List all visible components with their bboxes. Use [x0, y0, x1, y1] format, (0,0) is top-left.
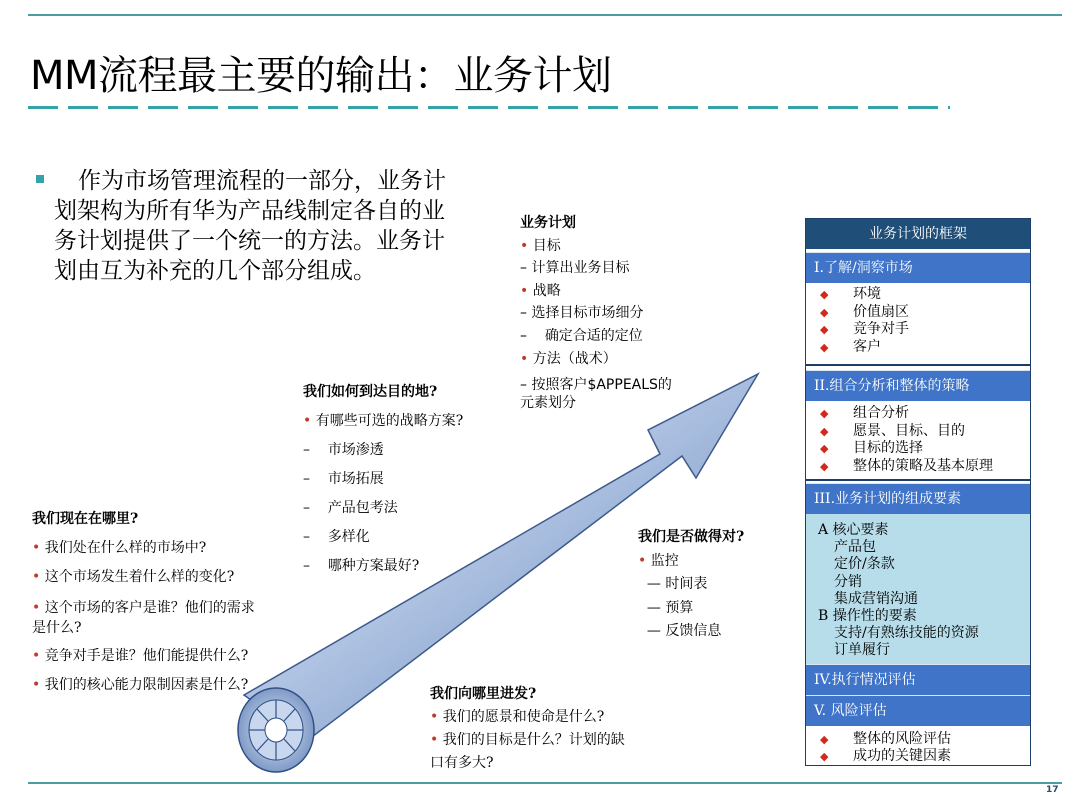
where-now-heading: 我们现在在哪里?	[32, 511, 139, 527]
section-4-title: IV.执行情况评估	[806, 664, 1030, 695]
heading-where-to: 我们向哪里进发?	[430, 686, 537, 702]
section-2-item: ◆ 整体的策略及基本原理	[820, 457, 993, 474]
doing-right-item: — 反馈信息	[638, 623, 722, 639]
teal-bullet-icon	[36, 175, 44, 183]
where-to-item: • 我们的目标是什么？计划的缺	[430, 732, 625, 748]
section-2-item: ◆ 目标的选择	[820, 440, 923, 456]
plan-line: 元素划分	[520, 395, 576, 412]
section-5-item: ◆ 成功的关键因素	[820, 748, 951, 765]
how-item: – 市场拓展	[303, 471, 384, 487]
diamond-icon: ◆	[820, 732, 829, 746]
where-to-item-cont: 口有多大?	[430, 755, 494, 771]
core-element: 产品包	[834, 539, 876, 556]
bullet-icon: •	[430, 732, 439, 748]
section-5-item: ◆ 整体的风险评估	[820, 730, 951, 747]
plan-line: • 目标	[520, 237, 561, 254]
core-element: 集成营销沟通	[834, 590, 918, 607]
bottom-rule	[28, 782, 1062, 784]
plan-line: • 方法（战术）	[520, 350, 617, 367]
how-lead: • 有哪些可选的战略方案?	[303, 413, 464, 429]
diamond-icon: ◆	[820, 459, 829, 473]
plan-line: – 计算出业务目标	[520, 260, 630, 277]
diamond-icon: ◆	[820, 305, 829, 319]
section-5-title: V. 风险评估	[806, 695, 1030, 726]
how-heading: 我们如何到达目的地?	[303, 384, 438, 400]
where-now-item: • 这个市场的客户是谁？他们的需求	[32, 600, 255, 616]
section-3-title: III.业务计划的组成要素	[806, 483, 1030, 514]
doing-right-item: — 预算	[638, 599, 694, 616]
bullet-icon: •	[638, 552, 647, 569]
doing-right-heading: 我们是否做得对?	[638, 529, 745, 545]
where-now-item: • 这个市场发生着什么样的变化?	[32, 569, 235, 585]
operational-element: 支持/有熟练技能的资源	[834, 625, 979, 642]
page-title: MM流程最主要的输出：业务计划	[30, 53, 612, 99]
diamond-icon: ◆	[820, 442, 829, 455]
where-to-item: • 我们的愿景和使命是什么?	[430, 709, 605, 725]
question-where-now	[32, 505, 255, 700]
doing-right-lead: • 监控	[638, 552, 679, 569]
how-item: – 产品包考法	[303, 500, 398, 516]
page-number: 17	[1046, 785, 1059, 795]
bullet-icon: •	[32, 540, 41, 556]
question-how-get-there	[303, 378, 463, 581]
intro-text: 作为市场管理流程的一部分，业务计划架构为所有华为产品线制定各自的业务计划提供了一个统一的方法。业务计划由互为补充的几个部分组成。	[54, 168, 446, 284]
bullet-icon: •	[430, 709, 439, 725]
section-2-title: II.组合分析和整体的策略	[806, 370, 1030, 401]
operational-element: 订单履行	[834, 642, 890, 659]
diamond-icon: ◆	[820, 288, 829, 301]
section-1-item: ◆ 竞争对手	[820, 321, 909, 337]
intro-paragraph	[36, 166, 466, 286]
bullet-icon: •	[32, 600, 41, 616]
framework-header: 业务计划的框架	[806, 219, 1030, 249]
title-dashed-rule	[28, 106, 950, 109]
operational-elements-label: B 操作性的要素	[818, 608, 917, 625]
doing-right-item: — 时间表	[638, 576, 708, 592]
where-now-item: • 我们处在什么样的市场中?	[32, 540, 207, 556]
bullet-icon: •	[32, 648, 41, 664]
diamond-icon: ◆	[820, 323, 829, 336]
business-plan-block	[520, 212, 672, 412]
plan-line: – 确定合适的定位	[520, 327, 643, 344]
core-element: 定价/条款	[834, 556, 895, 573]
top-rule	[28, 14, 1062, 16]
bullet-icon: •	[32, 677, 41, 693]
diamond-icon: ◆	[820, 750, 829, 764]
business-plan-framework	[805, 218, 1031, 766]
section-1-item: ◆ 客户	[820, 338, 881, 355]
question-doing-right	[638, 526, 744, 644]
section-1-title: I.了解/洞察市场	[806, 252, 1030, 283]
bullet-icon: •	[303, 413, 312, 429]
section-2-item: ◆ 组合分析	[820, 405, 909, 421]
where-now-item-cont: 是什么?	[32, 620, 82, 636]
where-now-item: • 竞争对手是谁？他们能提供什么?	[32, 648, 249, 664]
section-1-item: ◆ 环境	[820, 286, 881, 302]
diamond-icon: ◆	[820, 407, 829, 420]
plan-line: • 战略	[520, 282, 561, 299]
section-3-body	[806, 514, 1030, 664]
plan-line: – 按照客户$APPEALS的	[520, 377, 672, 394]
business-plan-heading: 业务计划	[520, 215, 576, 231]
section-1-item: ◆ 价值扇区	[820, 303, 909, 320]
question-where-heading	[430, 683, 625, 775]
how-item: – 多样化	[303, 529, 370, 545]
how-item: – 哪种方案最好?	[303, 558, 420, 574]
core-elements-label: A 核心要素	[818, 522, 889, 538]
where-now-item: • 我们的核心能力限制因素是什么?	[32, 677, 249, 693]
diamond-icon: ◆	[820, 424, 829, 438]
plan-line: – 选择目标市场细分	[520, 305, 644, 322]
section-2-item: ◆ 愿景、目标、目的	[820, 422, 965, 439]
bullet-icon: •	[32, 569, 41, 585]
core-element: 分销	[834, 573, 862, 590]
diamond-icon: ◆	[820, 340, 829, 354]
how-item: – 市场渗透	[303, 442, 384, 458]
